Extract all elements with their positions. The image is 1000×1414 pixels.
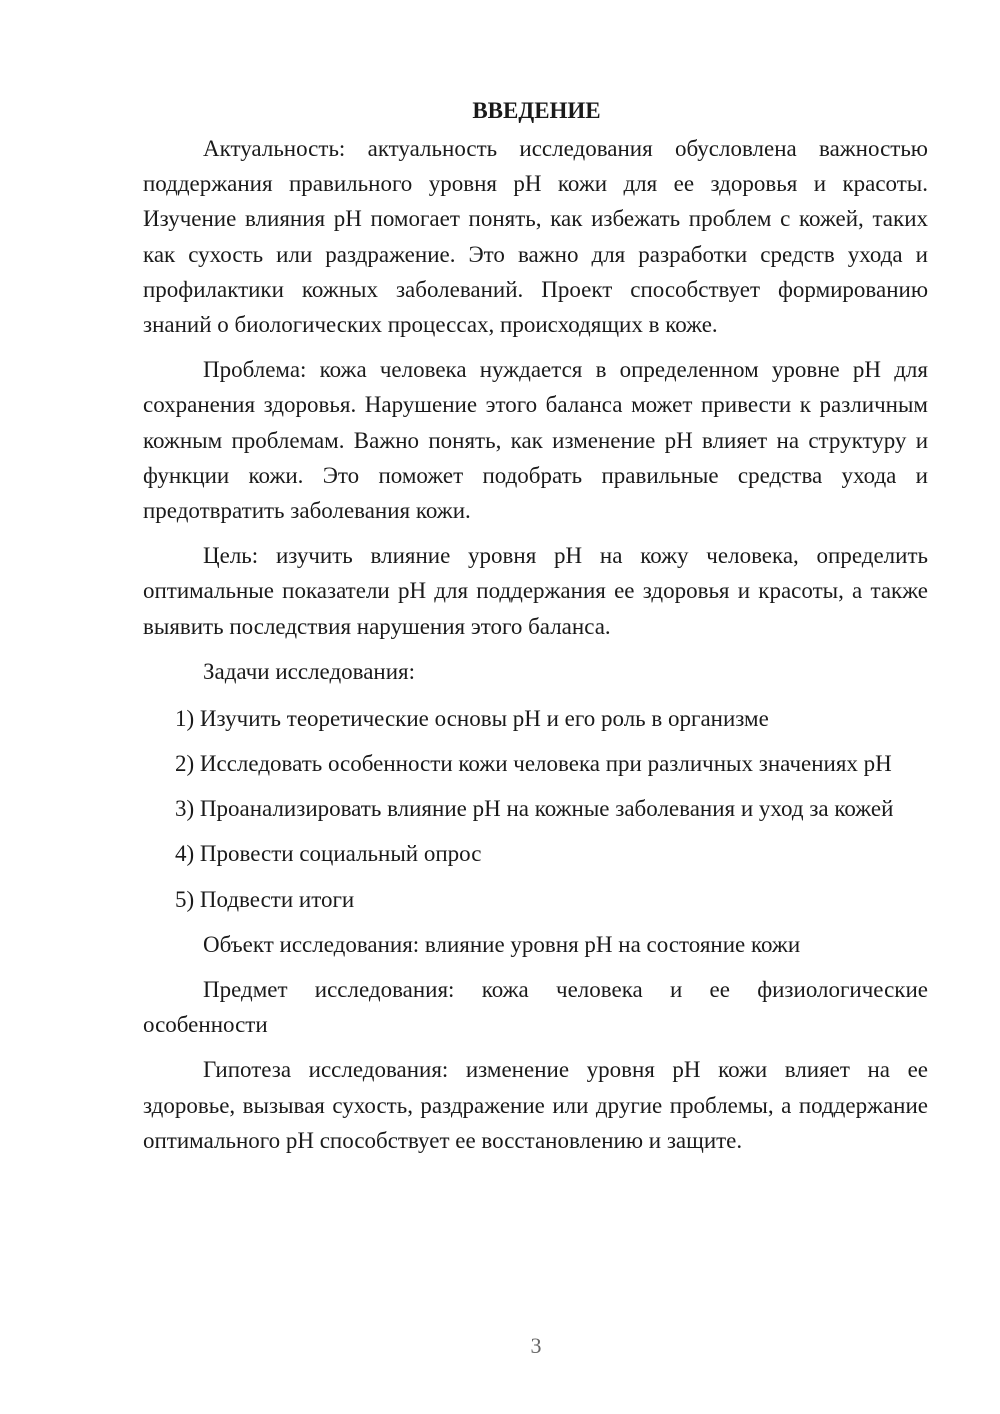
- subject-paragraph: Предмет исследования: кожа человека и ее физиологические особенности: [143, 977, 928, 1038]
- relevance-paragraph: Актуальность: актуальность исследования обусловлена важностью поддержания правильного уровня pH кожи для ее здоровья и красоты. Изучение влияния pH помогает понять, как избежать проблем с кожей, таких как сухость или раздражение. Это важно для разработки средств ухода и профилактики кожных заболеваний. Проект способствует формированию знаний о биологических процессах, происходящих в коже.: [143, 136, 928, 338]
- task-item-4: 4) Провести социальный опрос: [175, 841, 482, 867]
- goal-paragraph: Цель: изучить влияние уровня pH на кожу человека, определить оптимальные показатели pH для поддержания ее здоровья и красоты, а также выявить последствия нарушения этого баланса.: [143, 543, 928, 639]
- problem-paragraph: Проблема: кожа человека нуждается в определенном уровне pH для сохранения здоровья. Нарушение этого баланса может привести к различным кожным проблемам. Важно понять, как изменение pH влияет на структуру и функции кожи. Это поможет подобрать правильные средства ухода и предотвратить заболевания кожи.: [143, 357, 928, 524]
- object-paragraph: Объект исследования: влияние уровня pH на состояние кожи: [203, 931, 801, 957]
- task-item-1: 1) Изучить теоретические основы pH и его роль в организме: [175, 705, 769, 731]
- task-item-5: 5) Подвести итоги: [175, 886, 355, 912]
- document-page: [143, 93, 928, 1168]
- task-item-2: 2) Исследовать особенности кожи человека при различных значениях pH: [175, 751, 892, 777]
- tasks-title: Задачи исследования:: [203, 658, 416, 684]
- hypothesis-paragraph: Гипотеза исследования: изменение уровня pH кожи влияет на ее здоровье, вызывая сухость, раздражение или другие проблемы, а поддержание оптимального pH способствует ее восстановлению и защите.: [143, 1057, 928, 1153]
- section-heading: ВВЕДЕНИЕ: [472, 98, 601, 123]
- page-number: 3: [530, 1333, 542, 1358]
- task-item-3: 3) Проанализировать влияние pH на кожные заболевания и уход за кожей: [175, 796, 894, 822]
